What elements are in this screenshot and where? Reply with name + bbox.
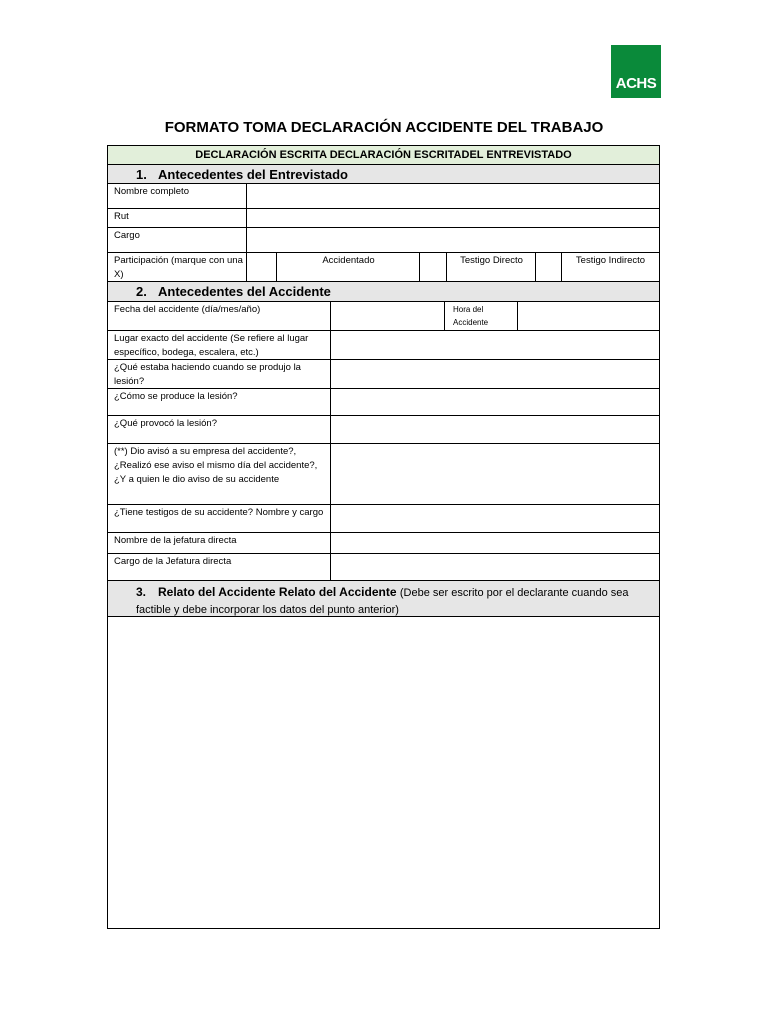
row-como	[108, 389, 659, 416]
label-accidentado: Accidentado	[276, 253, 420, 281]
row-aviso	[108, 444, 659, 505]
declaration-form	[107, 145, 660, 929]
input-rut[interactable]	[246, 209, 659, 227]
label-participacion: Participación (marque con una X)	[114, 255, 243, 280]
logo-text: ACHS	[615, 75, 657, 92]
label-cargo: Cargo	[114, 230, 140, 241]
row-nombre	[108, 184, 659, 209]
row-testigos	[108, 505, 659, 533]
label-jefatura-cargo: Cargo de la Jefatura directa	[114, 556, 232, 567]
section-2-header	[108, 282, 659, 302]
input-aviso[interactable]	[330, 444, 659, 504]
row-cargo	[108, 228, 659, 253]
label-lugar: Lugar exacto del accidente (Se refiere al lugar específico, bodega, escalera, etc.)	[114, 333, 309, 358]
section-2-number: 2.	[136, 284, 147, 299]
row-lugar	[108, 331, 659, 360]
document-title: FORMATO TOMA DECLARACIÓN ACCIDENTE DEL TRABAJO	[164, 119, 604, 136]
checkbox-testigo-indirecto[interactable]	[535, 253, 562, 281]
row-fecha	[108, 302, 659, 331]
row-haciendo	[108, 360, 659, 389]
section-3-title: Relato del Accidente Relato del Accidente	[158, 585, 397, 599]
achs-logo	[611, 45, 661, 98]
label-nombre: Nombre completo	[114, 186, 189, 197]
section-1-number: 1.	[136, 167, 147, 182]
section-3-header	[108, 581, 659, 617]
row-jefatura-nombre	[108, 533, 659, 554]
checkbox-accidentado[interactable]	[246, 253, 277, 281]
label-haciendo: ¿Qué estaba haciendo cuando se produjo la lesión?	[114, 362, 301, 387]
input-fecha[interactable]	[330, 302, 445, 330]
section-2-title: Antecedentes del Accidente	[158, 284, 331, 299]
section-1-header	[108, 165, 659, 184]
row-participacion	[108, 253, 659, 282]
input-como[interactable]	[330, 389, 659, 415]
label-testigos: ¿Tiene testigos de su accidente? Nombre y cargo	[114, 507, 324, 518]
label-testigo-indirecto: Testigo Indirecto	[561, 253, 659, 281]
input-hora[interactable]	[517, 302, 659, 330]
row-rut	[108, 209, 659, 228]
input-lugar[interactable]	[330, 331, 659, 359]
checkbox-testigo-directo[interactable]	[419, 253, 447, 281]
input-testigos[interactable]	[330, 505, 659, 532]
label-provoco: ¿Qué provocó la lesión?	[114, 418, 217, 429]
row-provoco	[108, 416, 659, 444]
label-rut: Rut	[114, 211, 129, 222]
label-aviso: (**) Dio avisó a su empresa del accidente?, ¿Realizó ese aviso el mismo día del accidente?, ¿Y a quien le dio aviso de su accidente	[114, 446, 318, 485]
section-1-title: Antecedentes del Entrevistado	[158, 167, 348, 182]
input-jefatura-cargo[interactable]	[330, 554, 659, 580]
input-haciendo[interactable]	[330, 360, 659, 388]
label-como: ¿Cómo se produce la lesión?	[114, 391, 238, 402]
input-cargo[interactable]	[246, 228, 659, 252]
label-fecha: Fecha del accidente (día/mes/año)	[114, 304, 261, 315]
label-testigo-directo: Testigo Directo	[446, 253, 536, 281]
label-jefatura-nombre: Nombre de la jefatura directa	[114, 535, 237, 546]
row-jefatura-cargo	[108, 554, 659, 581]
input-jefatura-nombre[interactable]	[330, 533, 659, 553]
input-provoco[interactable]	[330, 416, 659, 443]
label-hora: Hora del Accidente	[444, 302, 518, 330]
input-nombre[interactable]	[246, 184, 659, 208]
form-header: DECLARACIÓN ESCRITA DECLARACIÓN ESCRITADEL ENTREVISTADO	[108, 146, 659, 165]
section-3-number: 3.	[136, 585, 147, 599]
relato-textarea[interactable]	[108, 617, 659, 928]
section-3-subtitle: (Debe ser escrito por el declarante cuando sea factible y debe incorporar los datos del punto anterior)	[136, 587, 629, 616]
